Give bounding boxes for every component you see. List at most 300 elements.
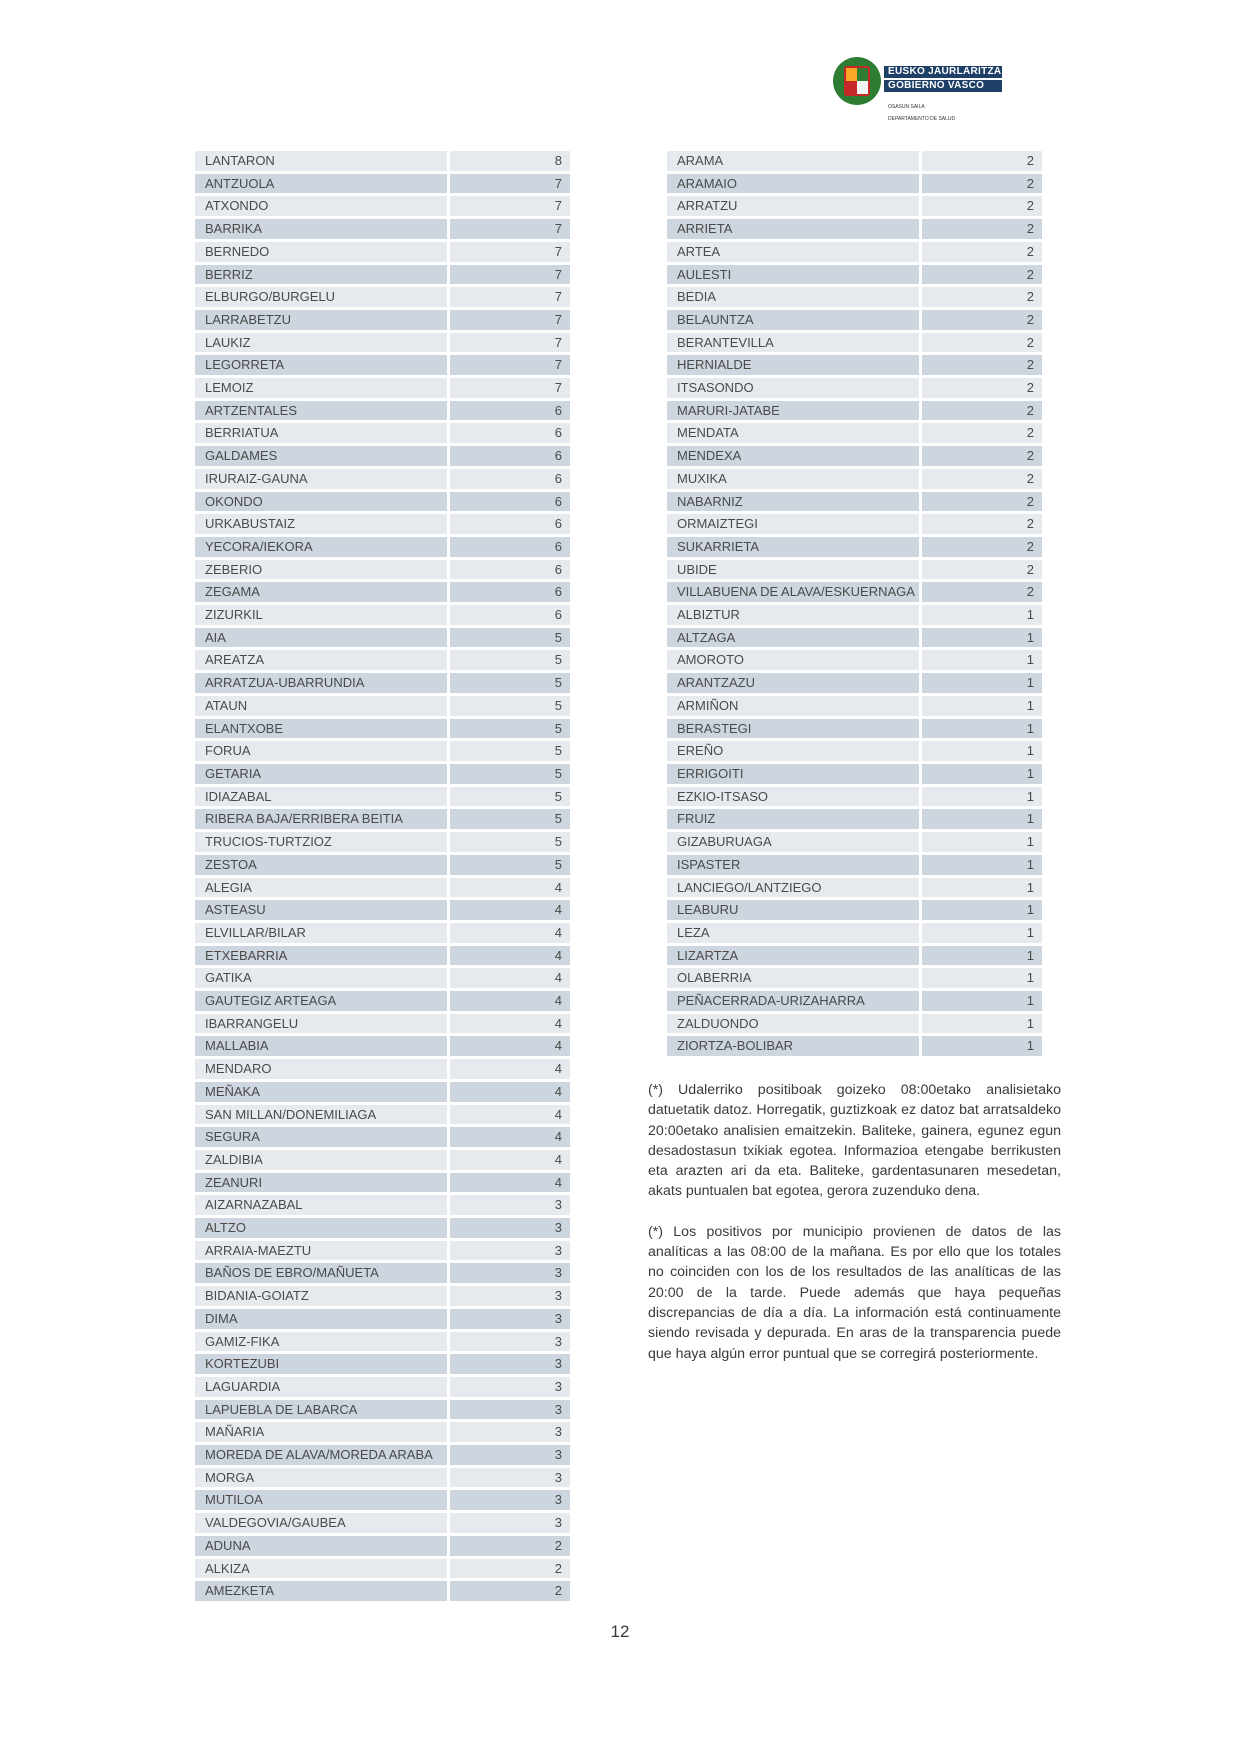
municipality-name: BERRIZ — [195, 265, 447, 285]
municipality-name: AIZARNAZABAL — [195, 1195, 447, 1215]
municipality-name: ALKIZA — [195, 1559, 447, 1579]
municipality-name: MARURI-JATABE — [667, 401, 919, 421]
positive-count: 6 — [447, 492, 570, 512]
positive-count: 4 — [447, 1059, 570, 1079]
municipality-name: AREATZA — [195, 650, 447, 670]
positive-count: 6 — [447, 423, 570, 443]
table-row — [195, 991, 570, 1011]
table-row — [195, 174, 570, 194]
municipality-name: UBIDE — [667, 560, 919, 580]
table-row — [195, 423, 570, 443]
positive-count: 1 — [919, 832, 1042, 852]
municipality-name: IRURAIZ-GAUNA — [195, 469, 447, 489]
positive-count: 1 — [919, 673, 1042, 693]
municipality-name: DIMA — [195, 1309, 447, 1329]
positive-count: 1 — [919, 878, 1042, 898]
table-row — [195, 696, 570, 716]
municipality-name: LAPUEBLA DE LABARCA — [195, 1400, 447, 1420]
municipality-name: ARTZENTALES — [195, 401, 447, 421]
municipality-name: SAN MILLAN/DONEMILIAGA — [195, 1105, 447, 1125]
municipality-name: GAUTEGIZ ARTEAGA — [195, 991, 447, 1011]
table-row — [195, 628, 570, 648]
municipality-name: AULESTI — [667, 265, 919, 285]
positive-count: 1 — [919, 764, 1042, 784]
positive-count: 1 — [919, 650, 1042, 670]
table-row — [667, 650, 1042, 670]
table-row — [195, 1105, 570, 1125]
municipality-table-left — [195, 148, 570, 1604]
municipality-name: ALBIZTUR — [667, 605, 919, 625]
table-row — [195, 787, 570, 807]
table-row — [667, 537, 1042, 557]
positive-count: 6 — [447, 582, 570, 602]
positive-count: 2 — [447, 1581, 570, 1601]
table-row — [195, 219, 570, 239]
positive-count: 5 — [447, 741, 570, 761]
footnotes — [648, 1080, 1061, 1384]
municipality-name: LEABURU — [667, 900, 919, 920]
table-row — [195, 242, 570, 262]
table-row — [667, 582, 1042, 602]
positive-count: 1 — [919, 855, 1042, 875]
municipality-name: LEGORRETA — [195, 355, 447, 375]
municipality-name: GIZABURUAGA — [667, 832, 919, 852]
municipality-name: ELANTXOBE — [195, 719, 447, 739]
table-row — [195, 764, 570, 784]
table-row — [195, 1468, 570, 1488]
positive-count: 1 — [919, 787, 1042, 807]
table-row — [667, 787, 1042, 807]
positive-count: 6 — [447, 446, 570, 466]
table-row — [195, 946, 570, 966]
logo-title-spanish: GOBIERNO VASCO — [884, 80, 1002, 92]
municipality-name: ARAMA — [667, 151, 919, 171]
municipality-name: ADUNA — [195, 1536, 447, 1556]
table-row — [667, 446, 1042, 466]
table-row — [195, 741, 570, 761]
positive-count: 7 — [447, 174, 570, 194]
municipality-name: AMOROTO — [667, 650, 919, 670]
table-row — [195, 1581, 570, 1601]
municipality-name: LAGUARDIA — [195, 1377, 447, 1397]
municipality-name: RIBERA BAJA/ERRIBERA BEITIA — [195, 809, 447, 829]
municipality-name: ARTEA — [667, 242, 919, 262]
municipality-name: LARRABETZU — [195, 310, 447, 330]
table-row — [667, 741, 1042, 761]
positive-count: 1 — [919, 696, 1042, 716]
positive-count: 2 — [919, 174, 1042, 194]
positive-count: 2 — [919, 333, 1042, 353]
municipality-name: ARANTZAZU — [667, 673, 919, 693]
positive-count: 5 — [447, 628, 570, 648]
municipality-name: BERNEDO — [195, 242, 447, 262]
table-row — [667, 378, 1042, 398]
positive-count: 5 — [447, 809, 570, 829]
municipality-name: ZEANURI — [195, 1173, 447, 1193]
positive-count: 1 — [919, 1036, 1042, 1056]
municipality-name: ELBURGO/BURGELU — [195, 287, 447, 307]
positive-count: 4 — [447, 991, 570, 1011]
positive-count: 2 — [919, 265, 1042, 285]
table-row — [667, 991, 1042, 1011]
positive-count: 5 — [447, 832, 570, 852]
table-row — [195, 809, 570, 829]
positive-count: 2 — [919, 446, 1042, 466]
positive-count: 1 — [919, 719, 1042, 739]
table-row — [195, 1150, 570, 1170]
municipality-name: MUTILOA — [195, 1490, 447, 1510]
positive-count: 5 — [447, 650, 570, 670]
positive-count: 2 — [919, 492, 1042, 512]
municipality-name: GATIKA — [195, 968, 447, 988]
table-row — [195, 537, 570, 557]
municipality-name: ERRIGOITI — [667, 764, 919, 784]
positive-count: 7 — [447, 378, 570, 398]
municipality-name: BERANTEVILLA — [667, 333, 919, 353]
table-row — [195, 1036, 570, 1056]
table-row — [667, 423, 1042, 443]
table-row — [667, 900, 1042, 920]
positive-count: 2 — [919, 423, 1042, 443]
municipality-name: ALTZO — [195, 1218, 447, 1238]
municipality-name: BARRIKA — [195, 219, 447, 239]
positive-count: 2 — [919, 151, 1042, 171]
table-row — [667, 265, 1042, 285]
positive-count: 3 — [447, 1513, 570, 1533]
table-row — [195, 492, 570, 512]
table-row — [195, 1241, 570, 1261]
table-row — [195, 832, 570, 852]
table-row — [195, 333, 570, 353]
positive-count: 3 — [447, 1422, 570, 1442]
positive-count: 1 — [919, 1014, 1042, 1034]
table-row — [195, 1059, 570, 1079]
table-row — [195, 355, 570, 375]
municipality-name: FORUA — [195, 741, 447, 761]
municipality-name: ASTEASU — [195, 900, 447, 920]
municipality-name: PEÑACERRADA-URIZAHARRA — [667, 991, 919, 1011]
municipality-name: ZEGAMA — [195, 582, 447, 602]
positive-count: 4 — [447, 878, 570, 898]
table-body-left — [195, 151, 570, 1601]
coat-of-arms-icon — [832, 56, 882, 106]
municipality-name: AIA — [195, 628, 447, 648]
positive-count: 3 — [447, 1445, 570, 1465]
municipality-name: MAÑARIA — [195, 1422, 447, 1442]
positive-count: 2 — [919, 310, 1042, 330]
positive-count: 3 — [447, 1354, 570, 1374]
municipality-name: MENDEXA — [667, 446, 919, 466]
table-row — [667, 174, 1042, 194]
positive-count: 5 — [447, 696, 570, 716]
table-row — [195, 196, 570, 216]
municipality-name: ZALDUONDO — [667, 1014, 919, 1034]
positive-count: 7 — [447, 242, 570, 262]
table-row — [195, 1127, 570, 1147]
municipality-name: OKONDO — [195, 492, 447, 512]
municipality-name: MENDATA — [667, 423, 919, 443]
table-row — [195, 265, 570, 285]
table-row — [195, 1445, 570, 1465]
table-row — [195, 878, 570, 898]
table-row — [195, 1309, 570, 1329]
municipality-name: LAUKIZ — [195, 333, 447, 353]
municipality-name: KORTEZUBI — [195, 1354, 447, 1374]
positive-count: 1 — [919, 968, 1042, 988]
table-row — [195, 1263, 570, 1283]
municipality-name: GALDAMES — [195, 446, 447, 466]
municipality-name: ALEGIA — [195, 878, 447, 898]
table-row — [667, 333, 1042, 353]
positive-count: 2 — [447, 1559, 570, 1579]
municipality-name: VALDEGOVIA/GAUBEA — [195, 1513, 447, 1533]
table-row — [667, 764, 1042, 784]
table-row — [195, 1377, 570, 1397]
table-row — [195, 1195, 570, 1215]
table-row — [667, 1036, 1042, 1056]
positive-count: 6 — [447, 605, 570, 625]
positive-count: 4 — [447, 1173, 570, 1193]
positive-count: 4 — [447, 1150, 570, 1170]
table-row — [667, 628, 1042, 648]
municipality-name: ARRATZU — [667, 196, 919, 216]
positive-count: 7 — [447, 333, 570, 353]
table-row — [667, 855, 1042, 875]
positive-count: 1 — [919, 741, 1042, 761]
municipality-name: SEGURA — [195, 1127, 447, 1147]
table-row — [195, 310, 570, 330]
positive-count: 2 — [919, 401, 1042, 421]
municipality-name: ANTZUOLA — [195, 174, 447, 194]
positive-count: 3 — [447, 1400, 570, 1420]
positive-count: 8 — [447, 151, 570, 171]
municipality-name: ATXONDO — [195, 196, 447, 216]
municipality-name: ZALDIBIA — [195, 1150, 447, 1170]
municipality-name: MOREDA DE ALAVA/MOREDA ARABA — [195, 1445, 447, 1465]
table-row — [667, 696, 1042, 716]
table-row — [195, 401, 570, 421]
positive-count: 3 — [447, 1468, 570, 1488]
positive-count: 1 — [919, 628, 1042, 648]
footnote-spanish: (*) Los positivos por municipio provienen de datos de las analíticas a las 08:00 de la mañana. Es por ello que los totales no coinciden con los de los resultados de las analíticas de las 20:00 de la tarde. Puede además que haya pequeñas discrepancias de día a día. La información está continuamente siendo revisada y depurada. En aras de la transparencia puede que haya algún error puntual que se corregirá posteriormente. — [648, 1223, 1061, 1362]
logo-department-basque: OSASUN SAILA — [888, 104, 925, 110]
positive-count: 2 — [447, 1536, 570, 1556]
municipality-name: MUXIKA — [667, 469, 919, 489]
page-number: 12 — [610, 1622, 630, 1641]
positive-count: 2 — [919, 196, 1042, 216]
positive-count: 1 — [919, 946, 1042, 966]
municipality-name: OLABERRIA — [667, 968, 919, 988]
table-row — [195, 1559, 570, 1579]
municipality-name: ZEBERIO — [195, 560, 447, 580]
positive-count: 3 — [447, 1263, 570, 1283]
table-row — [195, 469, 570, 489]
positive-count: 4 — [447, 968, 570, 988]
positive-count: 2 — [919, 514, 1042, 534]
table-row — [667, 719, 1042, 739]
positive-count: 3 — [447, 1490, 570, 1510]
table-row — [195, 650, 570, 670]
positive-count: 6 — [447, 469, 570, 489]
table-row — [195, 1082, 570, 1102]
table-row — [195, 582, 570, 602]
header-logo — [832, 56, 1012, 126]
table-row — [667, 968, 1042, 988]
table-row — [667, 923, 1042, 943]
positive-count: 3 — [447, 1377, 570, 1397]
municipality-name: EZKIO-ITSASO — [667, 787, 919, 807]
table-row — [195, 1332, 570, 1352]
municipality-name: LANTARON — [195, 151, 447, 171]
positive-count: 7 — [447, 355, 570, 375]
positive-count: 2 — [919, 378, 1042, 398]
municipality-name: BIDANIA-GOIATZ — [195, 1286, 447, 1306]
municipality-name: ETXEBARRIA — [195, 946, 447, 966]
municipality-name: AMEZKETA — [195, 1581, 447, 1601]
table-row — [195, 1354, 570, 1374]
positive-count: 5 — [447, 673, 570, 693]
municipality-table-right — [667, 148, 1042, 1059]
table-row — [195, 1490, 570, 1510]
municipality-name: ITSASONDO — [667, 378, 919, 398]
municipality-name: URKABUSTAIZ — [195, 514, 447, 534]
positive-count: 7 — [447, 265, 570, 285]
positive-count: 2 — [919, 469, 1042, 489]
table-row — [195, 1422, 570, 1442]
positive-count: 4 — [447, 1014, 570, 1034]
municipality-name: ZIZURKIL — [195, 605, 447, 625]
positive-count: 4 — [447, 1036, 570, 1056]
positive-count: 7 — [447, 196, 570, 216]
municipality-name: VILLABUENA DE ALAVA/ESKUERNAGA — [667, 582, 919, 602]
table-row — [195, 673, 570, 693]
positive-count: 2 — [919, 287, 1042, 307]
table-row — [195, 900, 570, 920]
municipality-name: FRUIZ — [667, 809, 919, 829]
table-row — [667, 310, 1042, 330]
municipality-name: SUKARRIETA — [667, 537, 919, 557]
positive-count: 3 — [447, 1286, 570, 1306]
table-row — [667, 560, 1042, 580]
table-row — [195, 1513, 570, 1533]
table-row — [195, 855, 570, 875]
municipality-name: ORMAIZTEGI — [667, 514, 919, 534]
positive-count: 4 — [447, 1105, 570, 1125]
positive-count: 6 — [447, 514, 570, 534]
municipality-name: ARRAIA-MAEZTU — [195, 1241, 447, 1261]
positive-count: 2 — [919, 560, 1042, 580]
table-row — [667, 151, 1042, 171]
positive-count: 3 — [447, 1332, 570, 1352]
table-row — [195, 1218, 570, 1238]
municipality-name: ISPASTER — [667, 855, 919, 875]
table-row — [667, 605, 1042, 625]
positive-count: 3 — [447, 1195, 570, 1215]
table-row — [195, 1286, 570, 1306]
municipality-name: ZESTOA — [195, 855, 447, 875]
table-row — [195, 514, 570, 534]
positive-count: 4 — [447, 923, 570, 943]
table-row — [195, 968, 570, 988]
positive-count: 5 — [447, 764, 570, 784]
positive-count: 6 — [447, 537, 570, 557]
positive-count: 5 — [447, 855, 570, 875]
positive-count: 2 — [919, 242, 1042, 262]
table-row — [667, 832, 1042, 852]
municipality-name: MENDARO — [195, 1059, 447, 1079]
table-row — [667, 673, 1042, 693]
positive-count: 7 — [447, 219, 570, 239]
table-row — [667, 401, 1042, 421]
positive-count: 7 — [447, 287, 570, 307]
municipality-name: BEDIA — [667, 287, 919, 307]
municipality-name: IBARRANGELU — [195, 1014, 447, 1034]
table-row — [195, 1400, 570, 1420]
positive-count: 3 — [447, 1218, 570, 1238]
municipality-name: GAMIZ-FIKA — [195, 1332, 447, 1352]
positive-count: 2 — [919, 355, 1042, 375]
municipality-name: LIZARTZA — [667, 946, 919, 966]
municipality-name: BERASTEGI — [667, 719, 919, 739]
municipality-name: MORGA — [195, 1468, 447, 1488]
positive-count: 6 — [447, 401, 570, 421]
logo-department-spanish: DEPARTAMENTO DE SALUD — [888, 116, 956, 122]
municipality-name: ARRIETA — [667, 219, 919, 239]
municipality-name: ARAMAIO — [667, 174, 919, 194]
positive-count: 2 — [919, 537, 1042, 557]
positive-count: 3 — [447, 1241, 570, 1261]
positive-count: 3 — [447, 1309, 570, 1329]
positive-count: 7 — [447, 310, 570, 330]
table-row — [195, 1173, 570, 1193]
table-row — [195, 151, 570, 171]
table-row — [195, 1536, 570, 1556]
table-row — [667, 196, 1042, 216]
municipality-name: ATAUN — [195, 696, 447, 716]
table-row — [195, 560, 570, 580]
positive-count: 1 — [919, 809, 1042, 829]
positive-count: 2 — [919, 219, 1042, 239]
positive-count: 4 — [447, 1127, 570, 1147]
table-row — [667, 514, 1042, 534]
table-row — [195, 923, 570, 943]
municipality-name: HERNIALDE — [667, 355, 919, 375]
table-row — [667, 492, 1042, 512]
municipality-name: BERRIATUA — [195, 423, 447, 443]
municipality-name: IDIAZABAL — [195, 787, 447, 807]
positive-count: 4 — [447, 1082, 570, 1102]
municipality-name: TRUCIOS-TURTZIOZ — [195, 832, 447, 852]
municipality-name: MEÑAKA — [195, 1082, 447, 1102]
table-row — [195, 446, 570, 466]
table-row — [667, 355, 1042, 375]
table-row — [195, 378, 570, 398]
table-row — [667, 1014, 1042, 1034]
table-row — [667, 878, 1042, 898]
municipality-name: NABARNIZ — [667, 492, 919, 512]
positive-count: 5 — [447, 719, 570, 739]
municipality-name: ELVILLAR/BILAR — [195, 923, 447, 943]
municipality-name: ARRATZUA-UBARRUNDIA — [195, 673, 447, 693]
positive-count: 1 — [919, 900, 1042, 920]
table-row — [195, 1014, 570, 1034]
municipality-name: MALLABIA — [195, 1036, 447, 1056]
municipality-name: EREÑO — [667, 741, 919, 761]
positive-count: 4 — [447, 946, 570, 966]
positive-count: 5 — [447, 787, 570, 807]
municipality-name: GETARIA — [195, 764, 447, 784]
positive-count: 4 — [447, 900, 570, 920]
